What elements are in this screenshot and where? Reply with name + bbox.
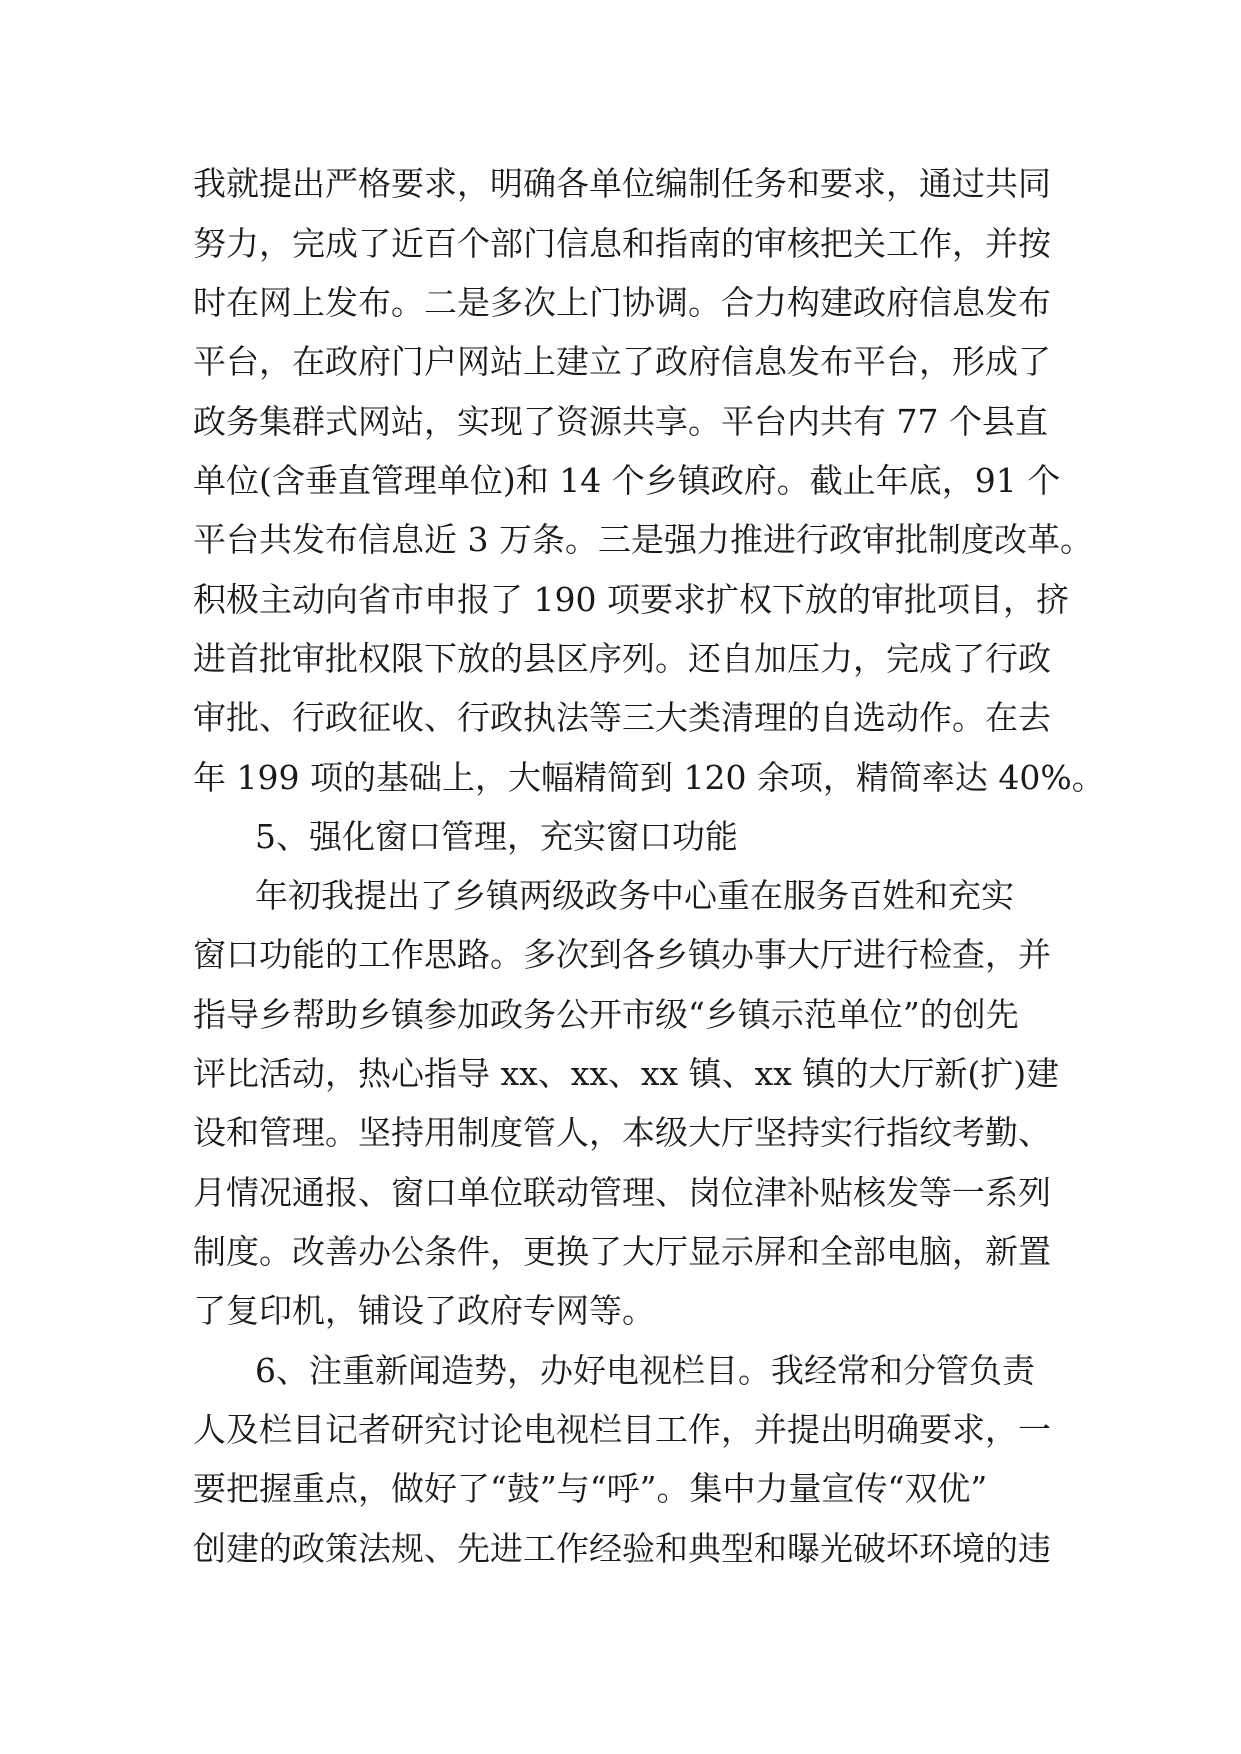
text-line: 单位(含垂直管理单位)和 14 个乡镇政府。截止年底，91 个 (193, 461, 1061, 500)
text-line: 我就提出严格要求，明确各单位编制任务和要求，通过共同 (193, 164, 1051, 203)
text-line: 指导乡帮助乡镇参加政务公开市级“乡镇示范单位”的创先 (193, 995, 1019, 1034)
text-line: 平台共发布信息近 3 万条。三是强力推进行政审批制度改革。 (193, 520, 1093, 559)
text-line: 了复印机，铺设了政府专网等。 (193, 1291, 655, 1330)
text-line: 评比活动，热心指导 xx、xx、xx 镇、xx 镇的大厅新(扩)建 (193, 1054, 1060, 1093)
section-heading: 5、强化窗口管理，充实窗口功能 (255, 817, 738, 856)
text-line: 窗口功能的工作思路。多次到各乡镇办事大厅进行检查，并 (193, 935, 1051, 974)
text-line: 积极主动向省市申报了 190 项要求扩权下放的审批项目，挤 (193, 580, 1069, 619)
text-line: 月情况通报、窗口单位联动管理、岗位津补贴核发等一系列 (193, 1173, 1051, 1212)
text-line: 政务集群式网站，实现了资源共享。平台内共有 77 个县直 (193, 402, 1048, 441)
paragraph-first-line: 年初我提出了乡镇两级政务中心重在服务百姓和充实 (255, 876, 1014, 915)
paragraph-first-line: 6、注重新闻造势，办好电视栏目。我经常和分管负责 (255, 1351, 1035, 1390)
text-line: 平台，在政府门户网站上建立了政府信息发布平台，形成了 (193, 342, 1051, 381)
text-line: 年 199 项的基础上，大幅精简到 120 余项，精简率达 40%。 (193, 758, 1105, 797)
text-line: 努力，完成了近百个部门信息和指南的审核把关工作，并按 (193, 224, 1051, 263)
text-line: 时在网上发布。二是多次上门协调。合力构建政府信息发布 (193, 283, 1051, 322)
text-line: 审批、行政征收、行政执法等三大类清理的自选动作。在去 (193, 698, 1051, 737)
text-line: 人及栏目记者研究讨论电视栏目工作，并提出明确要求，一 (193, 1410, 1051, 1449)
text-line: 设和管理。坚持用制度管人，本级大厅坚持实行指纹考勤、 (193, 1113, 1051, 1152)
text-line: 进首批审批权限下放的县区序列。还自加压力，完成了行政 (193, 639, 1051, 678)
text-line: 要把握重点，做好了“鼓”与“呼”。集中力量宣传“双优” (193, 1469, 988, 1508)
text-line: 创建的政策法规、先进工作经验和典型和曝光破坏环境的违 (193, 1529, 1051, 1568)
text-line: 制度。改善办公条件，更换了大厅显示屏和全部电脑，新置 (193, 1232, 1051, 1271)
